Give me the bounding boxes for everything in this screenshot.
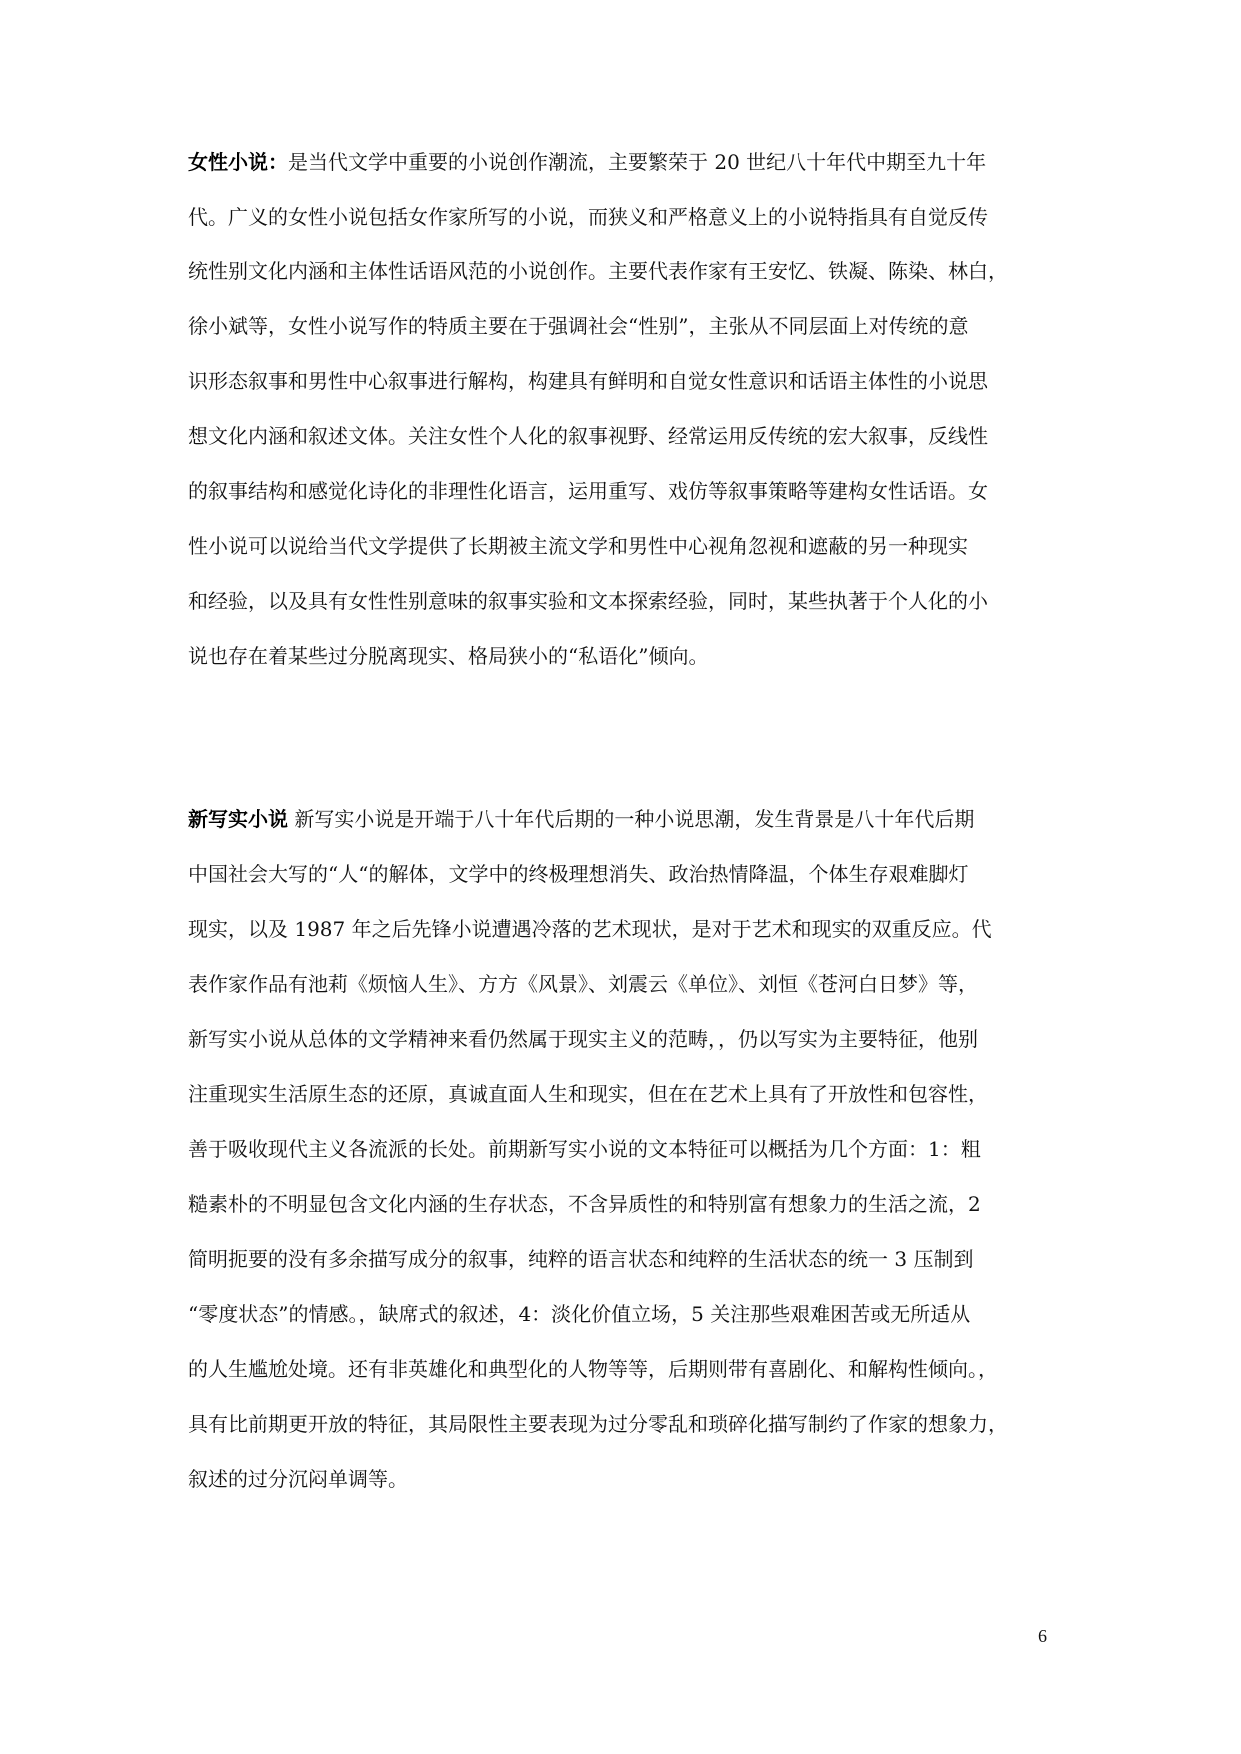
page-number: 6 bbox=[1038, 1626, 1047, 1646]
term-heading: 女性小说： bbox=[188, 150, 288, 174]
paragraph-line: 性小说可以说给当代文学提供了长期被主流文学和男性中心视角忽视和遮蔽的另一种现实 bbox=[188, 534, 968, 558]
term-heading: 新写实小说 bbox=[188, 807, 288, 831]
paragraph-line: 统性别文化内涵和主体性话语风范的小说创作。主要代表作家有王安忆、铁凝、陈染、林白， bbox=[188, 259, 1008, 283]
paragraph-line: 叙述的过分沉闷单调等。 bbox=[188, 1467, 408, 1491]
paragraph-line: 和经验，以及具有女性性别意味的叙事实验和文本探索经验，同时，某些执著于个人化的小 bbox=[188, 589, 988, 613]
paragraph-line: 说也存在着某些过分脱离现实、格局狭小的“私语化”倾向。 bbox=[188, 644, 709, 668]
line-text: 是当代文学中重要的小说创作潮流，主要繁荣于 20 世纪八十年代中期至九十年 bbox=[288, 150, 987, 174]
paragraph-line: 想文化内涵和叙述文体。关注女性个人化的叙事视野、经常运用反传统的宏大叙事，反线性 bbox=[188, 424, 988, 448]
paragraph-line: 表作家作品有池莉《烦恼人生》、方方《风景》、刘震云《单位》、刘恒《苍河白日梦》等， bbox=[188, 972, 978, 996]
paragraph-line: 糙素朴的不明显包含文化内涵的生存状态，不含异质性的和特别富有想象力的生活之流，2 bbox=[188, 1192, 981, 1216]
paragraph-line: 新写实小说从总体的文学精神来看仍然属于现实主义的范畴，，仍以写实为主要特征，他别 bbox=[188, 1027, 978, 1051]
paragraph-line: 识形态叙事和男性中心叙事进行解构，构建具有鲜明和自觉女性意识和话语主体性的小说思 bbox=[188, 369, 988, 393]
paragraph-line: 徐小斌等，女性小说写作的特质主要在于强调社会“性别”，主张从不同层面上对传统的意 bbox=[188, 314, 969, 338]
paragraph-line: 的人生尴尬处境。还有非英雄化和典型化的人物等等，后期则带有喜剧化、和解构性倾向。， bbox=[188, 1357, 998, 1381]
paragraph-line: 中国社会大写的“人“的解体，文学中的终极理想消失、政治热情降温，个体生存艰难脚灯 bbox=[188, 862, 969, 886]
paragraph-line: 简明扼要的没有多余描写成分的叙事，纯粹的语言状态和纯粹的生活状态的统一 3 压制到 bbox=[188, 1247, 974, 1271]
paragraph-line: “零度状态”的情感。，缺席式的叙述，4：淡化价值立场，5 关注那些艰难困苦或无所适从 bbox=[188, 1302, 971, 1326]
paragraph-line: 注重现实生活原生态的还原，真诚直面人生和现实，但在在艺术上具有了开放性和包容性， bbox=[188, 1082, 988, 1106]
paragraph-line: 具有比前期更开放的特征，其局限性主要表现为过分零乱和琐碎化描写制约了作家的想象力， bbox=[188, 1412, 1008, 1436]
paragraph-line bbox=[188, 147, 986, 177]
paragraph-line bbox=[188, 804, 974, 834]
paragraph-line: 现实，以及 1987 年之后先锋小说遭遇冷落的艺术现状，是对于艺术和现实的双重反应。代 bbox=[188, 917, 992, 941]
line-text: 新写实小说是开端于八十年代后期的一种小说思潮，发生背景是八十年代后期 bbox=[288, 807, 975, 831]
paragraph-line: 善于吸收现代主义各流派的长处。前期新写实小说的文本特征可以概括为几个方面：1：粗 bbox=[188, 1137, 981, 1161]
paragraph-line: 代。广义的女性小说包括女作家所写的小说，而狭义和严格意义上的小说特指具有自觉反传 bbox=[188, 205, 988, 229]
paragraph-line: 的叙事结构和感觉化诗化的非理性化语言，运用重写、戏仿等叙事策略等建构女性话语。女 bbox=[188, 479, 988, 503]
